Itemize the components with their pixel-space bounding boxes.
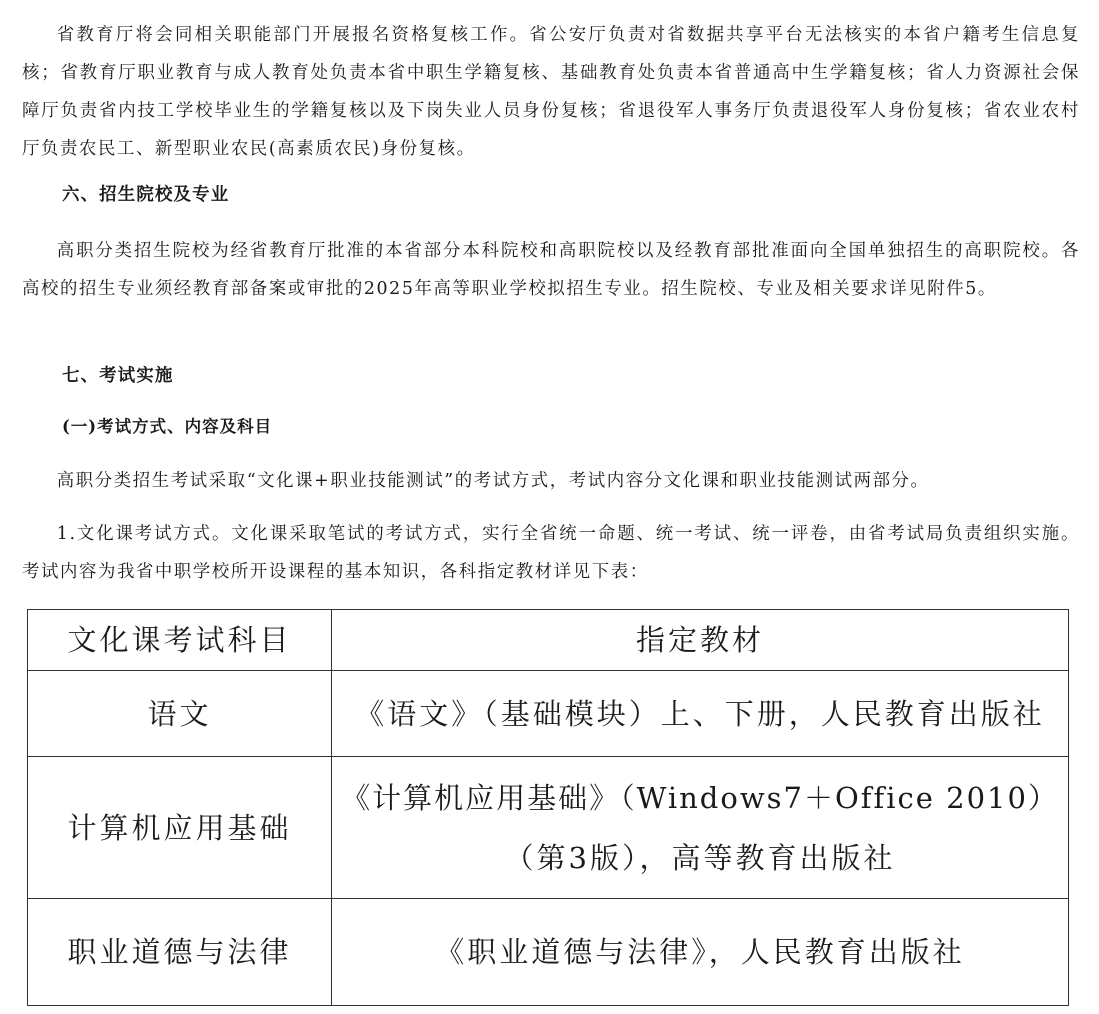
section-heading-institutions: 六、招生院校及专业 — [62, 185, 230, 205]
table-header-textbook: 指定教材 — [332, 610, 1069, 671]
textbook-table — [27, 609, 1069, 1006]
textbook-table-container — [27, 609, 1069, 1006]
paragraph-institutions: 高职分类招生院校为经省教育厅批准的本省部分本科院校和高职院校以及经教育部批准面向全国单独招生的高职院校。各高校的招生专业须经教育部备案或审批的2025年高等职业学校拟招生专业。招生院校、专业及相关要求详见附件5。 — [22, 241, 1080, 299]
paragraph-cultural-exam: 1.文化课考试方式。文化课采取笔试的考试方式，实行全省统一命题、统一考试、统一评卷，由省考试局负责组织实施。考试内容为我省中职学校所开设课程的基本知识，各科指定教材详见下表： — [22, 524, 1080, 582]
paragraph-exam-method: 高职分类招生考试采取“文化课+职业技能测试”的考试方式，考试内容分文化课和职业技能测试两部分。 — [56, 471, 930, 491]
section-heading-exam-implementation: 七、考试实施 — [62, 366, 174, 386]
table-row — [28, 899, 1069, 1006]
table-row — [28, 757, 1069, 899]
table-cell-subject: 语文 — [28, 671, 332, 757]
textbook-line: 《职业道德与法律》，人民教育出版社 — [435, 935, 965, 969]
table-cell-subject: 计算机应用基础 — [28, 757, 332, 899]
textbook-line: （第3版），高等教育出版社 — [504, 840, 896, 875]
table-row — [28, 671, 1069, 757]
table-cell-subject: 职业道德与法律 — [28, 899, 332, 1006]
textbook-line: 《计算机应用基础》（Windows7＋Office 2010） — [341, 780, 1059, 815]
subsection-heading-exam-method: (一)考试方式、内容及科目 — [62, 417, 273, 436]
table-cell-textbook — [332, 899, 1069, 1006]
table-cell-textbook — [332, 671, 1069, 757]
table-cell-textbook — [332, 757, 1069, 899]
textbook-line: 《语文》（基础模块）上、下册，人民教育出版社 — [355, 696, 1045, 731]
table-header-row — [28, 610, 1069, 671]
table-header-subject: 文化课考试科目 — [28, 610, 332, 671]
paragraph-qualification-review: 省教育厅将会同相关职能部门开展报名资格复核工作。省公安厅负责对省数据共享平台无法核实的本省户籍考生信息复核；省教育厅职业教育与成人教育处负责本省中职生学籍复核、基础教育处负责本省普通高中生学籍复核；省人力资源社会保障厅负责省内技工学校毕业生的学籍复核以及下岗失业人员身份复核；省退役军人事务厅负责退役军人身份复核；省农业农村厅负责农民工、新型职业农民(高素质农民)身份复核。 — [22, 25, 1080, 159]
